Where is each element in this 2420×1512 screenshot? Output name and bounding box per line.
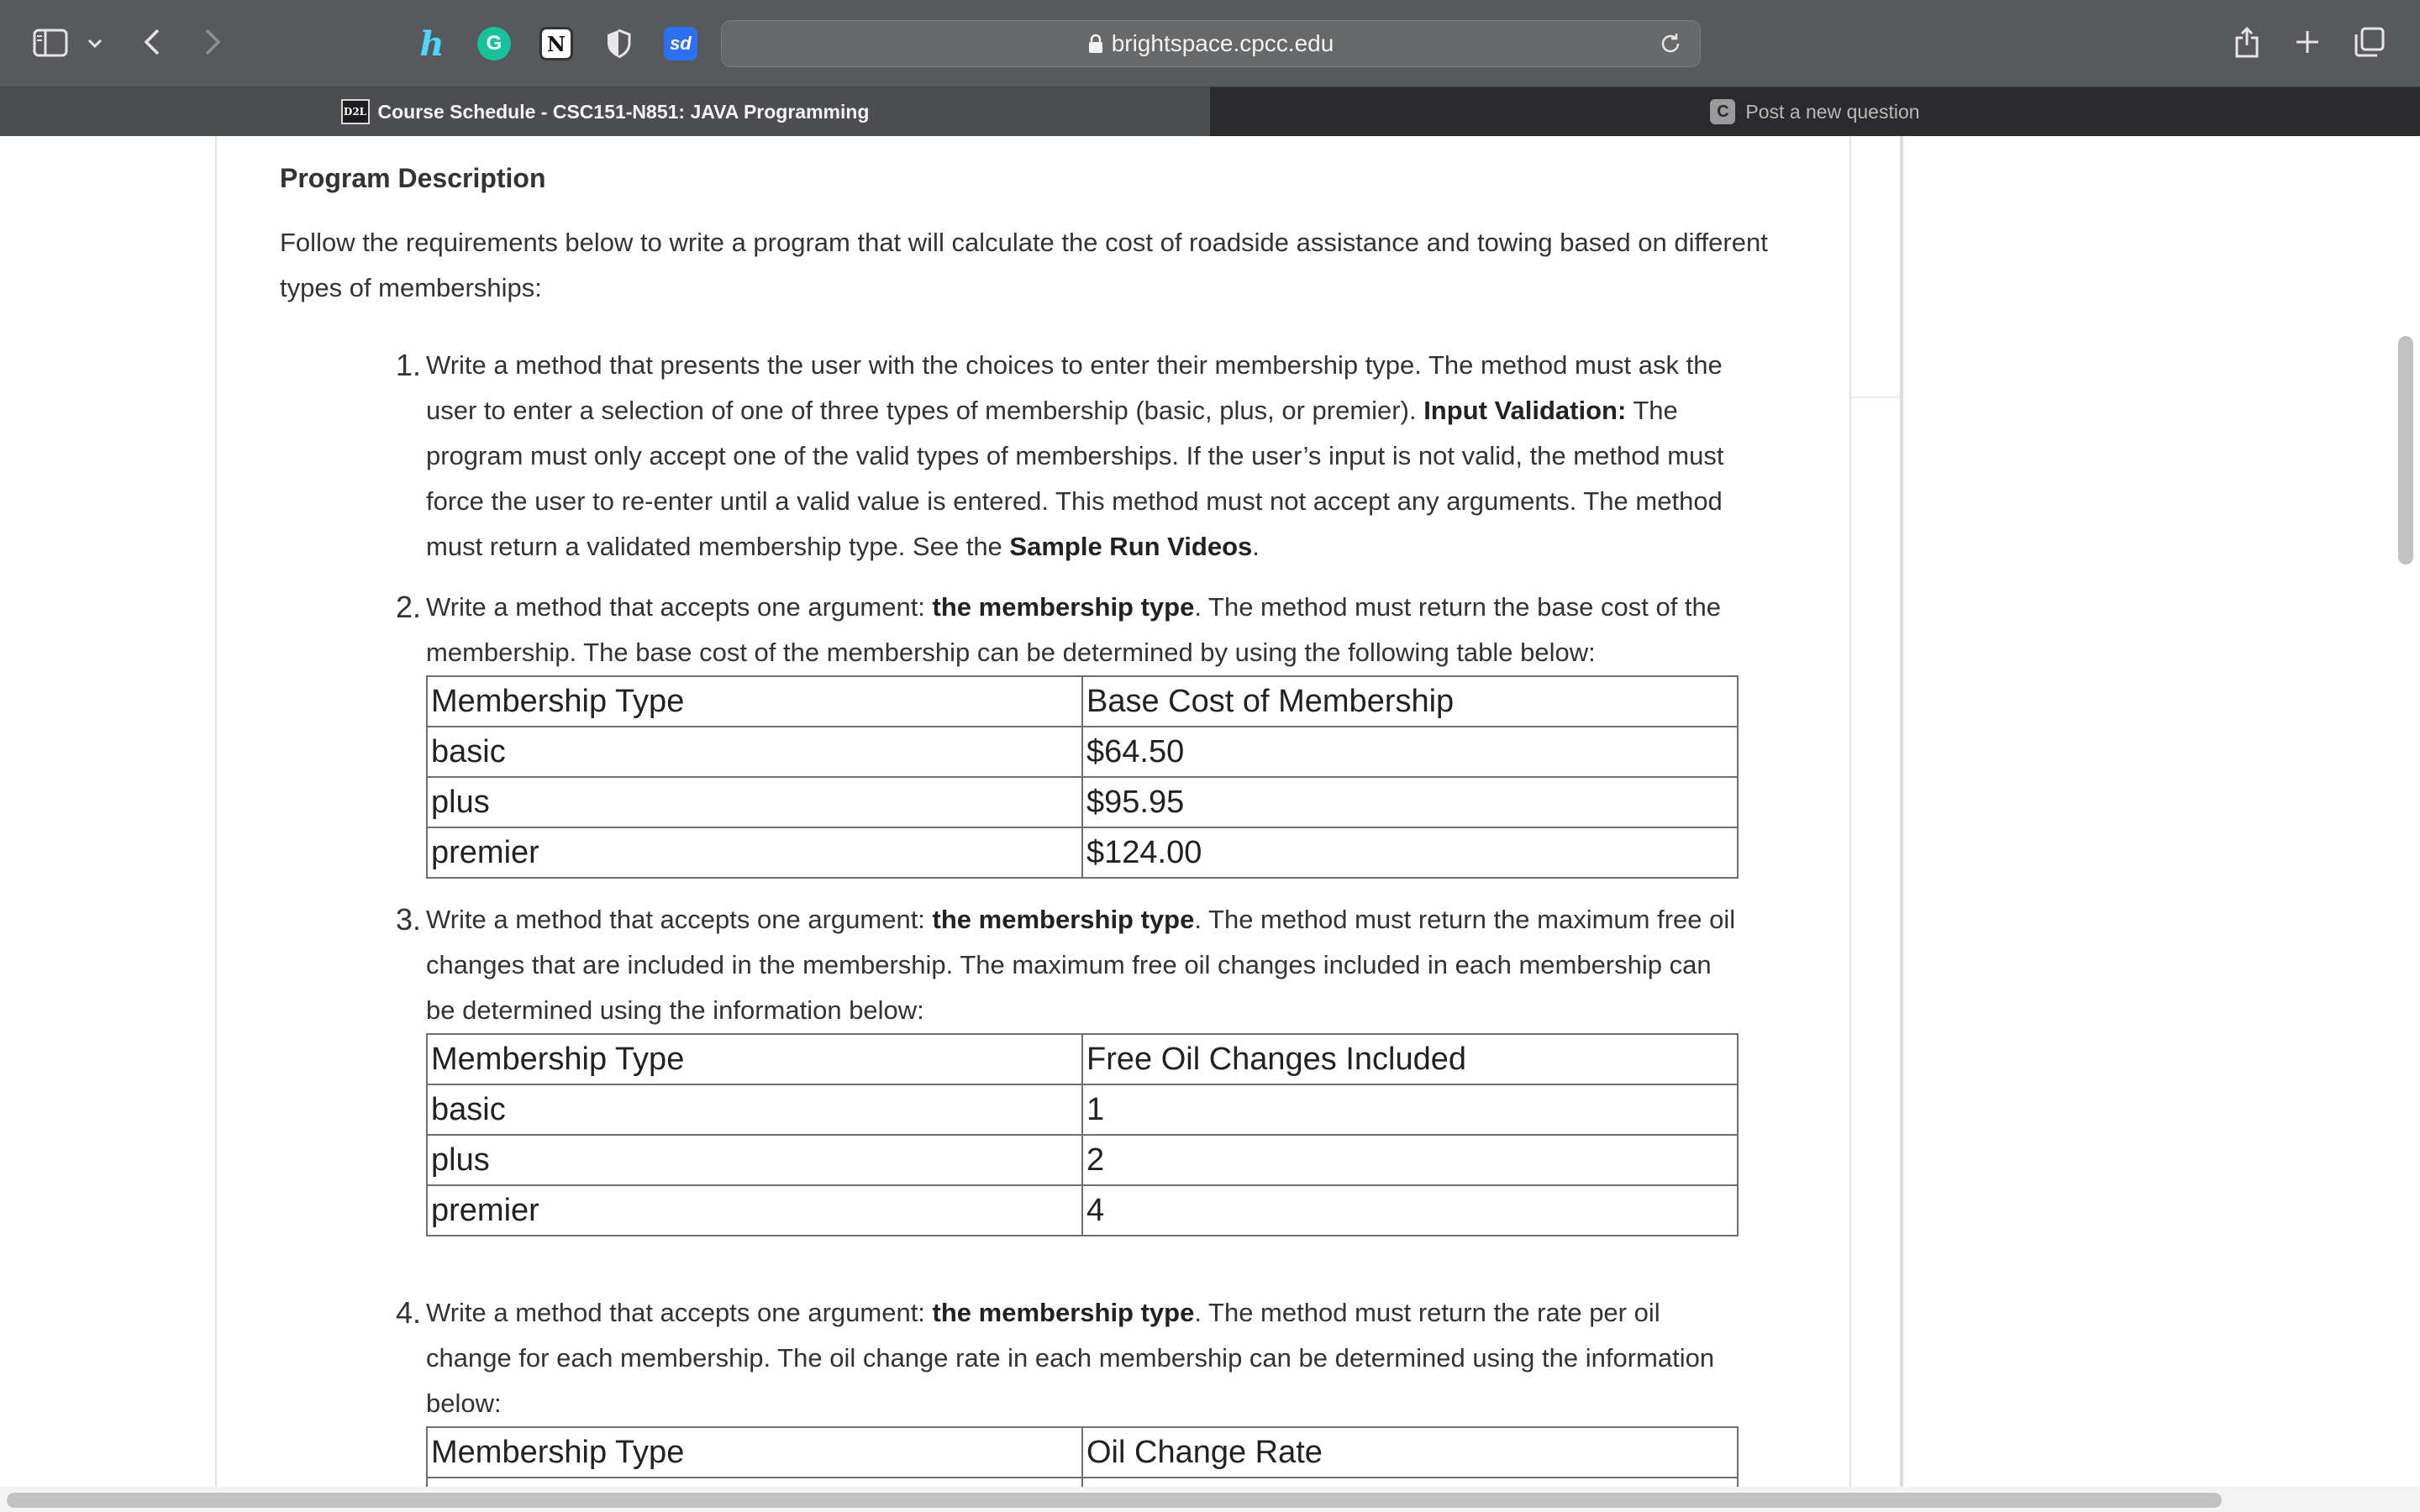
table-header-row [427, 1034, 1738, 1084]
item-number: 1. [395, 348, 421, 382]
table-cell: 2 [1082, 1135, 1738, 1185]
tab-label: Post a new question [1745, 100, 1920, 123]
table-row [427, 1185, 1738, 1236]
table-cell: premier [427, 827, 1082, 878]
intro-paragraph: Follow the requirements below to write a program that will calculate the cost of roadside assistance and towing based on different types of memberships: [280, 228, 1768, 302]
table-cell: plus [427, 1135, 1082, 1185]
table-cell: basic [427, 1084, 1082, 1135]
bold-text: the membership type [932, 1298, 1195, 1327]
table-header-row [427, 1427, 1738, 1478]
table-header-row [427, 676, 1738, 727]
bold-text: Input Validation: [1423, 396, 1627, 425]
table-header-cell: Membership Type [427, 1034, 1082, 1084]
item-text: . [1252, 532, 1260, 561]
chevron-down-icon[interactable] [84, 34, 106, 54]
right-rail [1851, 136, 1903, 1488]
d2l-favicon-icon: D2L [341, 99, 370, 124]
table-cell: plus [427, 777, 1082, 827]
item-text: Write a method that accepts one argument: [426, 592, 933, 622]
item-text: . The method must return the rate per oil change for each membership. The oil change rate in each membership can be determined using the information below: [426, 1298, 1715, 1418]
table-row [427, 727, 1738, 777]
table-cell: $64.50 [1082, 727, 1738, 777]
table-header-cell: Base Cost of Membership [1082, 676, 1738, 727]
table-cell: $95.95 [1082, 777, 1738, 827]
page-title: Program Description [280, 163, 546, 193]
sidebar-toggle-icon[interactable] [32, 27, 69, 59]
table-row [427, 1084, 1738, 1135]
tab-post-question[interactable] [1210, 87, 2420, 136]
list-item [395, 1290, 1737, 1512]
lock-icon [1088, 34, 1103, 54]
back-icon[interactable] [139, 25, 165, 59]
bold-text: the membership type [932, 592, 1195, 622]
address-bar[interactable] [721, 20, 1701, 67]
item-number: 4. [395, 1295, 421, 1330]
assignment-document [280, 148, 1792, 1512]
item-text: . The method must return the base cost of the membership. The base cost of the membership can be determined by using the following table below: [426, 592, 1722, 667]
chegg-favicon-icon: C [1710, 99, 1735, 124]
table-cell: 1 [1082, 1084, 1738, 1135]
item-text: The program must only accept one of the valid types of memberships. If the user’s input is not valid, the method must force the user to re-enter until a valid value is entered. This method must not accept any arguments. The method must return a validated membership type. See the [426, 396, 1724, 561]
item-text: Write a method that accepts one argument: [426, 905, 933, 934]
item-text: Write a method that presents the user with the choices to enter their membership type. The method must ask the user to enter a selection of one of three types of membership (basic, plus, or premier). [426, 350, 1723, 425]
table-row [427, 827, 1738, 878]
table-row [427, 1135, 1738, 1185]
honey-icon[interactable]: h [419, 24, 445, 64]
table-header-cell: Membership Type [427, 1427, 1082, 1478]
privacy-shield-icon[interactable] [602, 27, 635, 60]
base-cost-table [426, 675, 1739, 879]
item-text: Write a method that accepts one argument: [426, 1298, 933, 1327]
bold-text: the membership type [932, 905, 1195, 934]
requirements-list [395, 343, 1737, 1512]
table-row [427, 777, 1738, 827]
table-cell: basic [427, 727, 1082, 777]
vertical-scrollbar-thumb[interactable] [2398, 336, 2413, 564]
rail-divider [1851, 396, 1900, 398]
forward-icon[interactable] [200, 25, 225, 59]
list-item [395, 343, 1737, 570]
reload-icon[interactable] [1658, 31, 1683, 62]
list-item [395, 585, 1737, 879]
new-tab-icon[interactable] [2292, 27, 2323, 57]
tab-label: Course Schedule - CSC151-N851: JAVA Programming [377, 100, 870, 123]
tab-overview-icon[interactable] [2353, 25, 2386, 59]
horizontal-scrollbar-thumb[interactable] [7, 1493, 2222, 1508]
browser-toolbar [0, 0, 2420, 87]
list-item [395, 897, 1737, 1236]
grammarly-icon[interactable]: G [477, 27, 511, 60]
sd-extension-icon[interactable]: sd [664, 27, 697, 60]
table-cell: $124.00 [1082, 827, 1738, 878]
url-text: brightspace.cpcc.edu [1111, 30, 1334, 56]
table-cell: premier [427, 1185, 1082, 1236]
table-header-cell: Membership Type [427, 676, 1082, 727]
share-icon[interactable] [2232, 24, 2262, 60]
item-number: 3. [395, 902, 421, 937]
page-viewport [0, 136, 2420, 1512]
item-number: 2. [395, 590, 421, 624]
table-header-cell: Free Oil Changes Included [1082, 1034, 1738, 1084]
item-text: . The method must return the maximum free oil changes that are included in the membership. The maximum free oil changes included in each membership can be determined using the information below: [426, 905, 1736, 1025]
free-oil-changes-table [426, 1033, 1739, 1236]
tab-course-schedule[interactable] [0, 87, 1210, 136]
tab-strip [0, 87, 2420, 136]
bold-text: Sample Run Videos [1009, 532, 1253, 561]
notion-icon[interactable]: N [539, 27, 573, 60]
table-header-cell: Oil Change Rate [1082, 1427, 1738, 1478]
table-cell: 4 [1082, 1185, 1738, 1236]
